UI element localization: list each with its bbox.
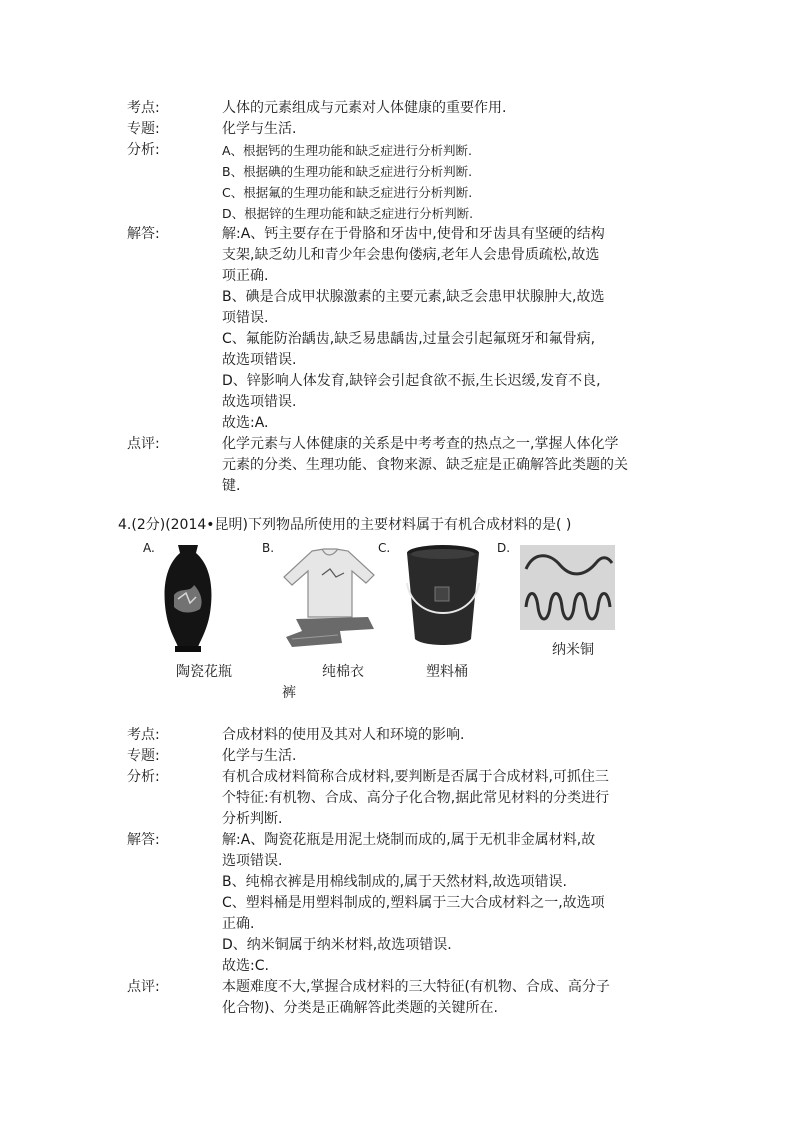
option-b-letter: B. — [262, 541, 275, 555]
q4-jieda-label: 解答: — [127, 832, 160, 848]
q4-fenxi-text: 有机合成材料简称合成材料,要判断是否属于合成材料,可抓住三 个特征:有机物、合成、高分子化合物,据此常见材料的分类进行 分析判断. — [222, 769, 610, 827]
q4-title: 4.(2分)(2014•昆明)下列物品所使用的主要材料属于有机合成材料的是( ) — [118, 517, 572, 533]
q4-zhuanti-label: 专题: — [127, 748, 160, 764]
option-a-letter: A. — [143, 541, 155, 555]
nano-copper-icon — [520, 545, 615, 630]
q4-fenxi-label: 分析: — [127, 769, 160, 785]
q3-fenxi-label: 分析: — [127, 142, 160, 158]
q4-kaodian-text: 合成材料的使用及其对人和环境的影响. — [222, 727, 465, 743]
q4-zhuanti-text: 化学与生活. — [222, 748, 297, 764]
plastic-bucket-icon — [403, 543, 483, 651]
option-d-caption: 纳米铜 — [552, 642, 594, 658]
q4-dianping-text: 本题难度不大,掌握合成材料的三大特征(有机物、合成、高分子 化合物)、分类是正确解答此类题的关键所在. — [222, 979, 610, 1016]
option-a-caption: 陶瓷花瓶 — [176, 664, 232, 680]
option-c-caption: 塑料桶 — [426, 664, 468, 680]
q3-dianping-label: 点评: — [127, 436, 160, 452]
q3-dianping-text: 化学元素与人体健康的关系是中考考查的热点之一,掌握人体化学 元素的分类、生理功能、食物来源、缺乏症是正确解答此类题的关 键. — [222, 436, 628, 494]
q4-kaodian-label: 考点: — [127, 727, 160, 743]
q4-jieda-text: 解:A、陶瓷花瓶是用泥土烧制而成的,属于无机非金属材料,故 选项错误. B、纯棉衣裤是用棉线制成的,属于天然材料,故选项错误. C、塑料桶是用塑料制成的,塑料属于三大合成材料之一,故选项 正确. D、纳米铜属于纳米材料,故选项错误. 故选:C. — [222, 832, 605, 974]
q3-jieda-text: 解:A、钙主要存在于骨胳和牙齿中,使骨和牙齿具有坚硬的结构 支架,缺乏幼儿和青少年会患佝偻病,老年人会患骨质疏松,故选 项正确. B、碘是合成甲状腺激素的主要元素,缺乏会患甲状腺肿大,故选 项错误. C、氟能防治龋齿,缺乏易患龋齿,过量会引起氟斑牙和氟骨病, 故选项错误. D、锌影响人体发育,缺锌会引起食欲不振,生长迟缓,发育不良, 故选项错误. 故选:A. — [222, 226, 605, 431]
q3-zhuanti-label: 专题: — [127, 121, 160, 137]
q3-kaodian-label: 考点: — [127, 100, 160, 116]
q3-kaodian-text: 人体的元素组成与元素对人体健康的重要作用. — [222, 100, 507, 116]
option-c-letter: C. — [378, 541, 391, 555]
vase-icon — [160, 543, 216, 653]
option-b-caption-line2: 裤 — [282, 685, 296, 701]
option-d-letter: D. — [497, 541, 511, 555]
cotton-clothes-icon — [282, 547, 377, 649]
q4-dianping-label: 点评: — [127, 979, 160, 995]
option-b-caption: 纯棉衣 — [322, 664, 364, 680]
q3-zhuanti-text: 化学与生活. — [222, 121, 297, 137]
q3-fenxi-text: A、根据钙的生理功能和缺乏症进行分析判断. B、根据碘的生理功能和缺乏症进行分析判断. C、根据氟的生理功能和缺乏症进行分析判断. D、根据锌的生理功能和缺乏症进行分析判断. — [222, 143, 474, 221]
q3-jieda-label: 解答: — [127, 226, 160, 242]
